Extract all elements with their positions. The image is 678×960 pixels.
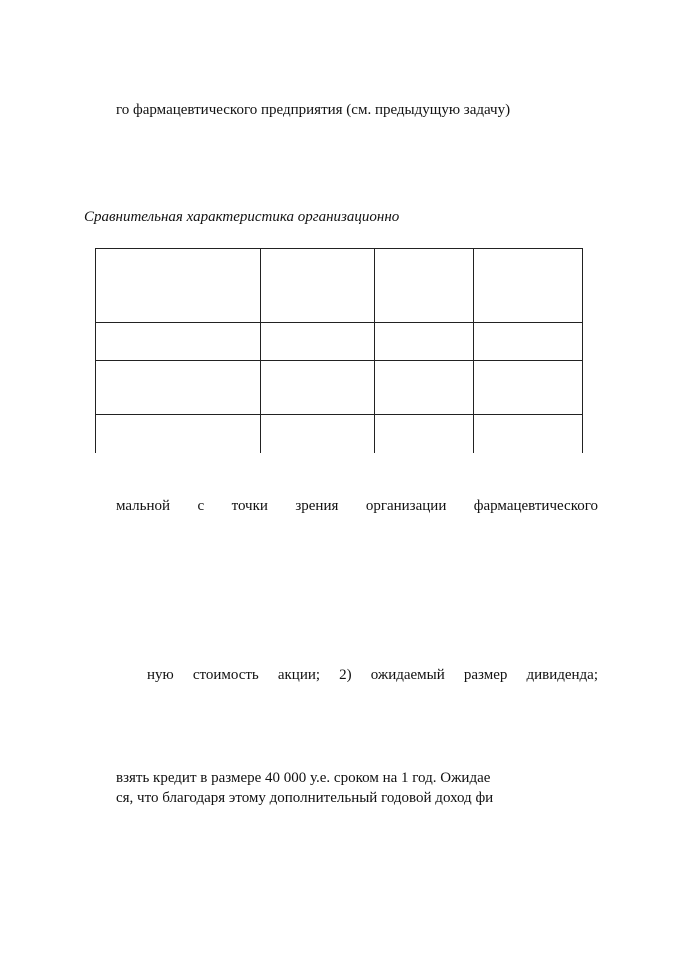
- table-cell: [95, 414, 260, 453]
- table-cell: [260, 414, 374, 453]
- table-cell: [95, 360, 260, 414]
- table-cell: [374, 248, 473, 322]
- table-cell: [95, 322, 260, 360]
- body-text-line-2: мальной с точки зрения организации фармацевтического: [116, 498, 598, 514]
- body-text-line-1: го фармацевтического предприятия (см. предыдущую задачу): [116, 102, 511, 118]
- table-cell: [95, 248, 260, 322]
- comparison-table: [95, 248, 582, 453]
- table-cell: [374, 322, 473, 360]
- table-cell: [260, 322, 374, 360]
- table-caption: Сравнительная характеристика организационно: [84, 209, 400, 225]
- table-cell: [374, 360, 473, 414]
- body-text-line-3: ную стоимость акции; 2) ожидаемый размер дивиденда;: [147, 667, 598, 683]
- table-cell: [260, 248, 374, 322]
- body-text-line-4: взять кредит в размере 40 000 у.е. сроком на 1 год. Ожидае: [116, 770, 491, 786]
- table-cell: [473, 414, 582, 453]
- table-cell: [473, 248, 582, 322]
- table-cell: [374, 414, 473, 453]
- table-cell: [473, 322, 582, 360]
- body-text-line-5: ся, что благодаря этому дополнительный годовой доход фи: [116, 790, 494, 806]
- table-cell: [473, 360, 582, 414]
- table-cell: [260, 360, 374, 414]
- table-rule-right: [582, 248, 583, 453]
